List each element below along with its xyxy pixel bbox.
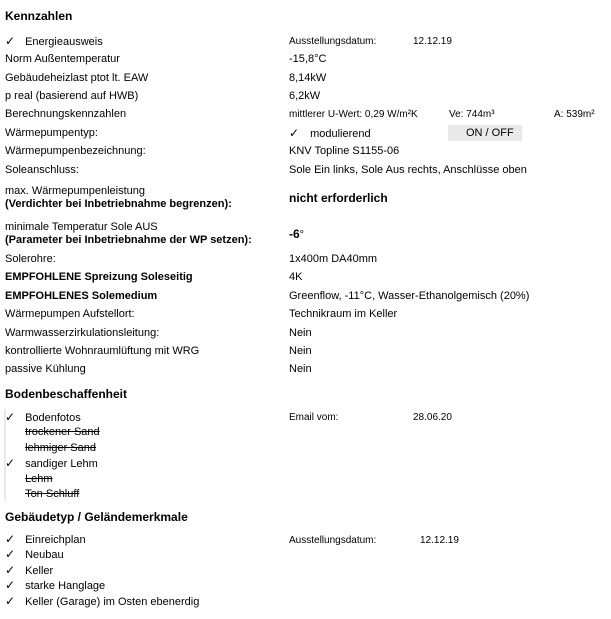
on-off-label: ON / OFF [466,127,514,139]
preal-value: 6,2kW [289,90,321,102]
check-icon: ✓ [5,532,16,546]
check-icon: ✓ [5,547,16,561]
wohnraum-label: kontrollierte Wohnraumlüftung mit WRG [5,345,200,357]
check-icon: ✓ [5,563,16,577]
gebaeude-item [5,579,105,593]
boden-item-label: Lehm [25,473,53,485]
wp-bez-label: Wärmepumpenbezeichnung: [5,145,146,157]
wohnraum-value: Nein [289,345,312,357]
email-label: Email vom: [289,412,339,423]
solerohre-value: 1x400m DA40mm [289,253,378,265]
boden-item [5,411,81,425]
sole-anschluss-label: Soleanschluss: [5,164,79,176]
energieausweis-label: Energieausweis [25,36,103,48]
gebaeude-date-value: 12.12.19 [420,535,459,546]
check-icon: ✓ [5,410,16,424]
gebaeude-item [5,564,53,578]
section-title-kennzahlen: Kennzahlen [5,9,73,23]
wp-bez-value: KNV Topline S1155-06 [289,145,400,157]
heizlast-value: 8,14kW [289,72,327,84]
check-icon: ✓ [5,578,16,592]
kuehlung-value: Nein [289,363,312,375]
check-icon: ✓ [5,594,16,608]
solemedium-label: EMPFOHLENES Solemedium [5,290,158,302]
kuehlung-label: passive Kühlung [5,363,86,375]
gebaeude-item-label: Neubau [25,549,64,561]
wp-typ-option[interactable] [289,127,371,141]
check-icon: ✓ [5,34,16,48]
email-date: 28.06.20 [413,412,452,423]
boden-item [5,442,96,455]
boden-item-label: trockener Sand [25,426,100,438]
volumen-value: Ve: 744m³ [449,109,495,120]
sole-anschluss-value: Sole Ein links, Sole Aus rechts, Anschlüsse oben [289,164,527,176]
zirkulation-value: Nein [289,327,312,339]
gebaeude-item-label: Keller (Garage) im Osten ebenerdig [25,596,200,608]
section-title-boden: Bodenbeschaffenheit [5,387,128,401]
boden-item [5,473,53,486]
max-leistung-label: max. Wärmepumpenleistung [5,185,146,197]
energieausweis-row [5,35,103,49]
min-temp-unit: ° [299,229,305,241]
zirkulation-label: Warmwasserzirkulationsleitung: [5,327,160,339]
uwert-value: mittlerer U-Wert: 0,29 W/m²K [289,109,418,120]
boden-item-label: sandiger Lehm [25,458,98,470]
solemedium-value: Greenflow, -11°C, Wasser-Ethanolgemisch (20%) [289,290,530,302]
boden-item [5,488,79,501]
norm-temp-value: -15,8°C [289,53,327,65]
gebaeude-item-label: starke Hanglage [25,580,106,592]
solerohre-label: Solerohre: [5,253,56,265]
min-temp-note: (Parameter bei Inbetriebnahme der WP setzen): [5,234,252,246]
boden-item-label: Ton Schluff [25,488,80,500]
wp-typ-value: modulierend [310,128,371,140]
boden-item-label: Bodenfotos [25,412,81,424]
max-leistung-value: nicht erforderlich [289,191,388,205]
min-temp-row [289,228,304,242]
aufstellort-label: Wärmepumpen Aufstellort: [5,308,135,320]
ausstellungsdatum-label: Ausstellungsdatum: [289,36,377,47]
flaeche-value: A: 539m² [554,109,595,120]
gebaeude-item [5,595,199,609]
gebaeude-date-label: Ausstellungsdatum: [289,535,377,546]
max-leistung-note: (Verdichter bei Inbetriebnahme begrenzen): [5,198,232,210]
wp-typ-label: Wärmepumpentyp: [5,127,98,139]
boden-item [5,426,100,439]
heizlast-label: Gebäudeheizlast ptot lt. EAW [5,72,149,84]
gebaeude-item [5,533,86,547]
gebaeude-item-label: Einreichplan [25,534,86,546]
gebaeude-item-label: Keller [25,565,54,577]
check-icon: ✓ [5,456,16,470]
min-temp-label: minimale Temperatur Sole AUS [5,221,158,233]
berechnung-label: Berechnungskennzahlen [5,108,127,120]
preal-label: p real (basierend auf HWB) [5,90,139,102]
gebaeude-item [5,548,64,562]
ausstellungsdatum-value: 12.12.19 [413,36,452,47]
section-title-gebaeude: Gebäudetyp / Geländemerkmale [5,510,188,524]
aufstellort-value: Technikraum im Keller [289,308,398,320]
spreizung-label: EMPFOHLENE Spreizung Soleseitig [5,271,193,283]
boden-item [5,457,98,471]
norm-temp-label: Norm Außentemperatur [5,53,120,65]
min-temp-value: -6 [289,227,300,241]
check-icon: ✓ [289,126,300,140]
boden-item-label: lehmiger Sand [25,442,96,454]
spreizung-value: 4K [289,271,303,283]
